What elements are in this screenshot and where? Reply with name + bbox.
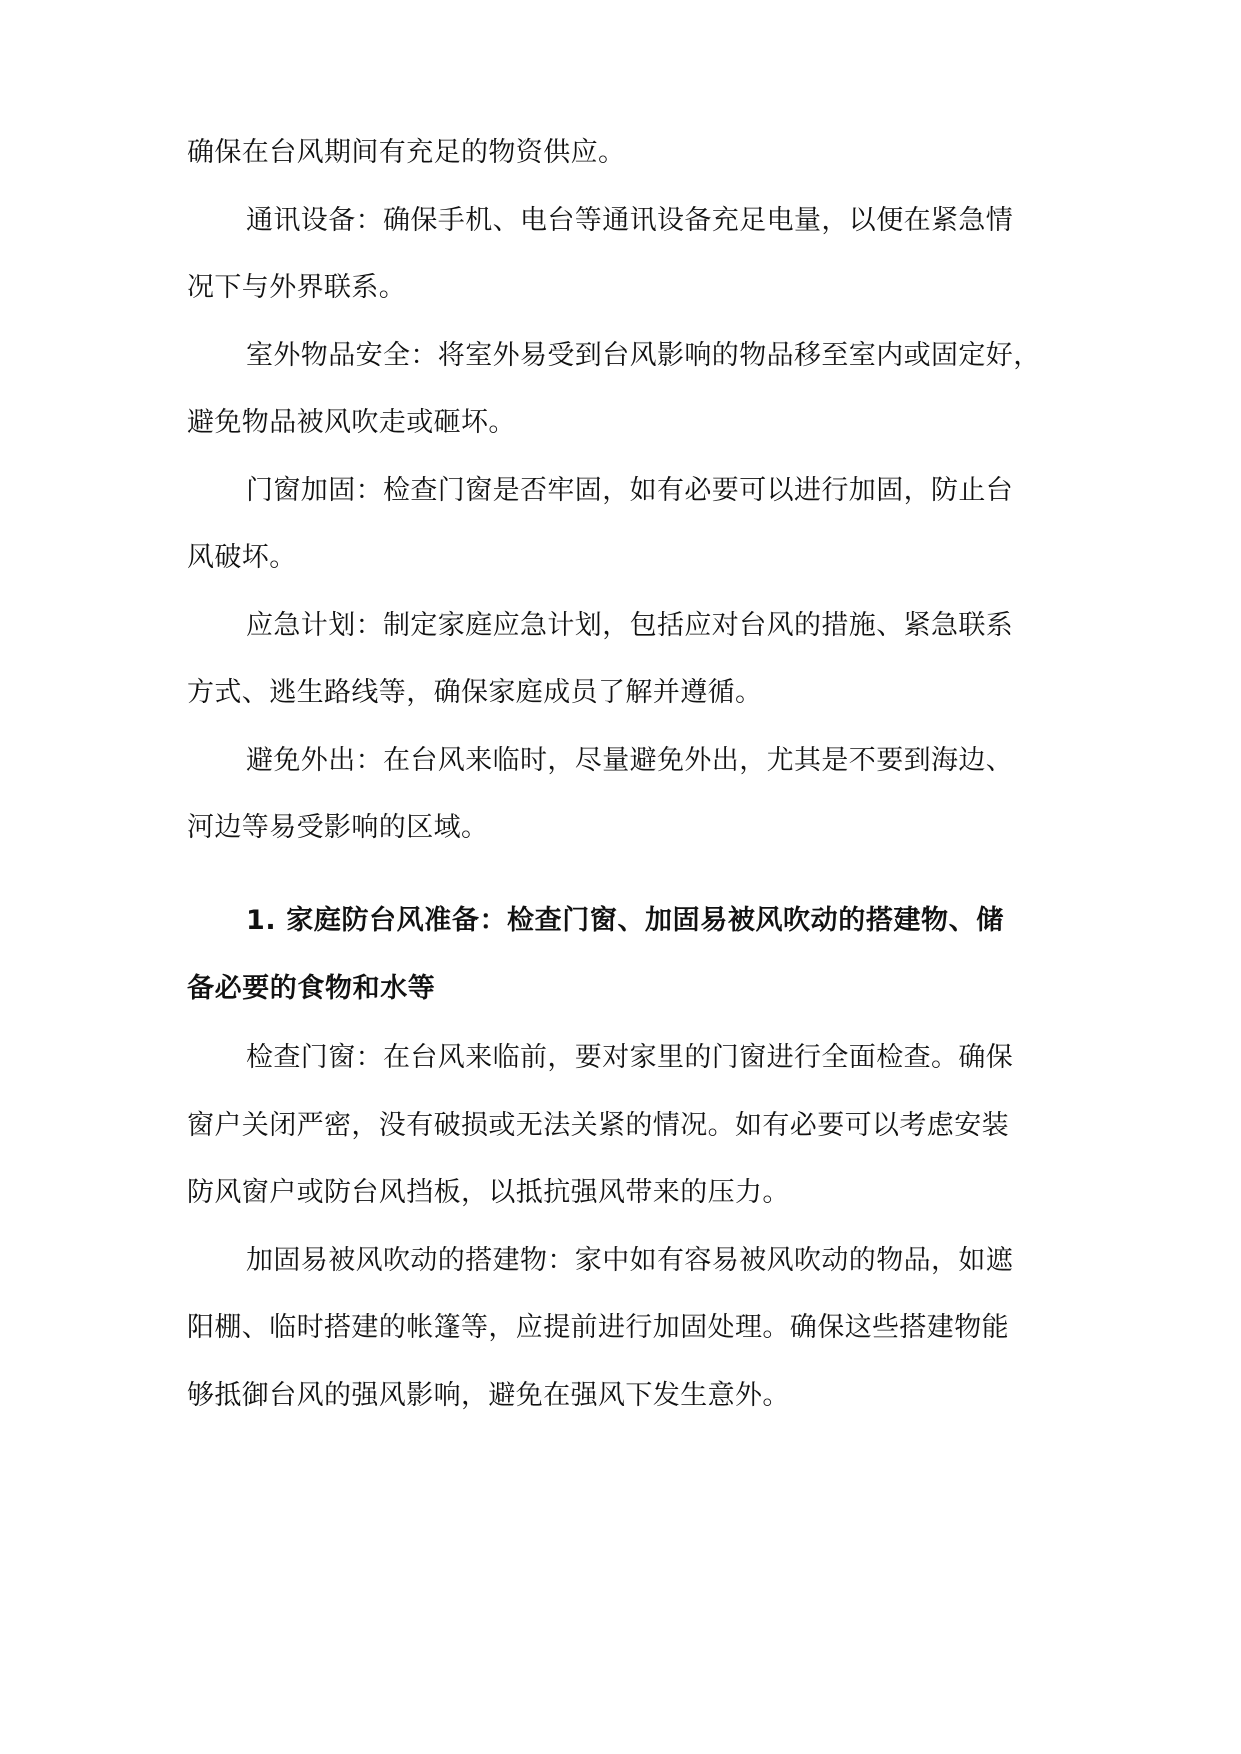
paragraph-line: 够抵御台风的强风影响，避免在强风下发生意外。 [187, 1380, 790, 1411]
paragraph-line: 方式、逃生路线等，确保家庭成员了解并遵循。 [187, 677, 763, 708]
section-heading: 备必要的食物和水等 [187, 973, 436, 1004]
paragraph-line: 避免物品被风吹走或砸坏。 [187, 407, 516, 438]
paragraph-line: 阳棚、临时搭建的帐篷等，应提前进行加固处理。确保这些搭建物能 [187, 1312, 1009, 1343]
paragraph-line: 避免外出：在台风来临时，尽量避免外出，尤其是不要到海边、 [246, 745, 1014, 776]
paragraph-line: 况下与外界联系。 [187, 272, 407, 303]
paragraph-line: 室外物品安全：将室外易受到台风影响的物品移至室内或固定好， [246, 340, 1041, 371]
paragraph-line: 河边等易受影响的区域。 [187, 812, 489, 843]
paragraph-line: 加固易被风吹动的搭建物：家中如有容易被风吹动的物品，如遮 [246, 1245, 1014, 1276]
paragraph-line: 窗户关闭严密，没有破损或无法关紧的情况。如有必要可以考虑安装 [187, 1110, 1009, 1141]
section-heading: 1. 家庭防台风准备：检查门窗、加固易被风吹动的搭建物、储 [246, 905, 1004, 936]
paragraph-line: 风破坏。 [187, 542, 297, 573]
paragraph-line: 防风窗户或防台风挡板，以抵抗强风带来的压力。 [187, 1177, 790, 1208]
paragraph-line: 通讯设备：确保手机、电台等通讯设备充足电量，以便在紧急情 [246, 205, 1014, 236]
paragraph-line: 应急计划：制定家庭应急计划，包括应对台风的措施、紧急联系 [246, 610, 1014, 641]
paragraph-line: 确保在台风期间有充足的物资供应。 [187, 137, 626, 168]
paragraph-line: 检查门窗：在台风来临前，要对家里的门窗进行全面检查。确保 [246, 1042, 1014, 1073]
paragraph-line: 门窗加固：检查门窗是否牢固，如有必要可以进行加固，防止台 [246, 475, 1014, 506]
